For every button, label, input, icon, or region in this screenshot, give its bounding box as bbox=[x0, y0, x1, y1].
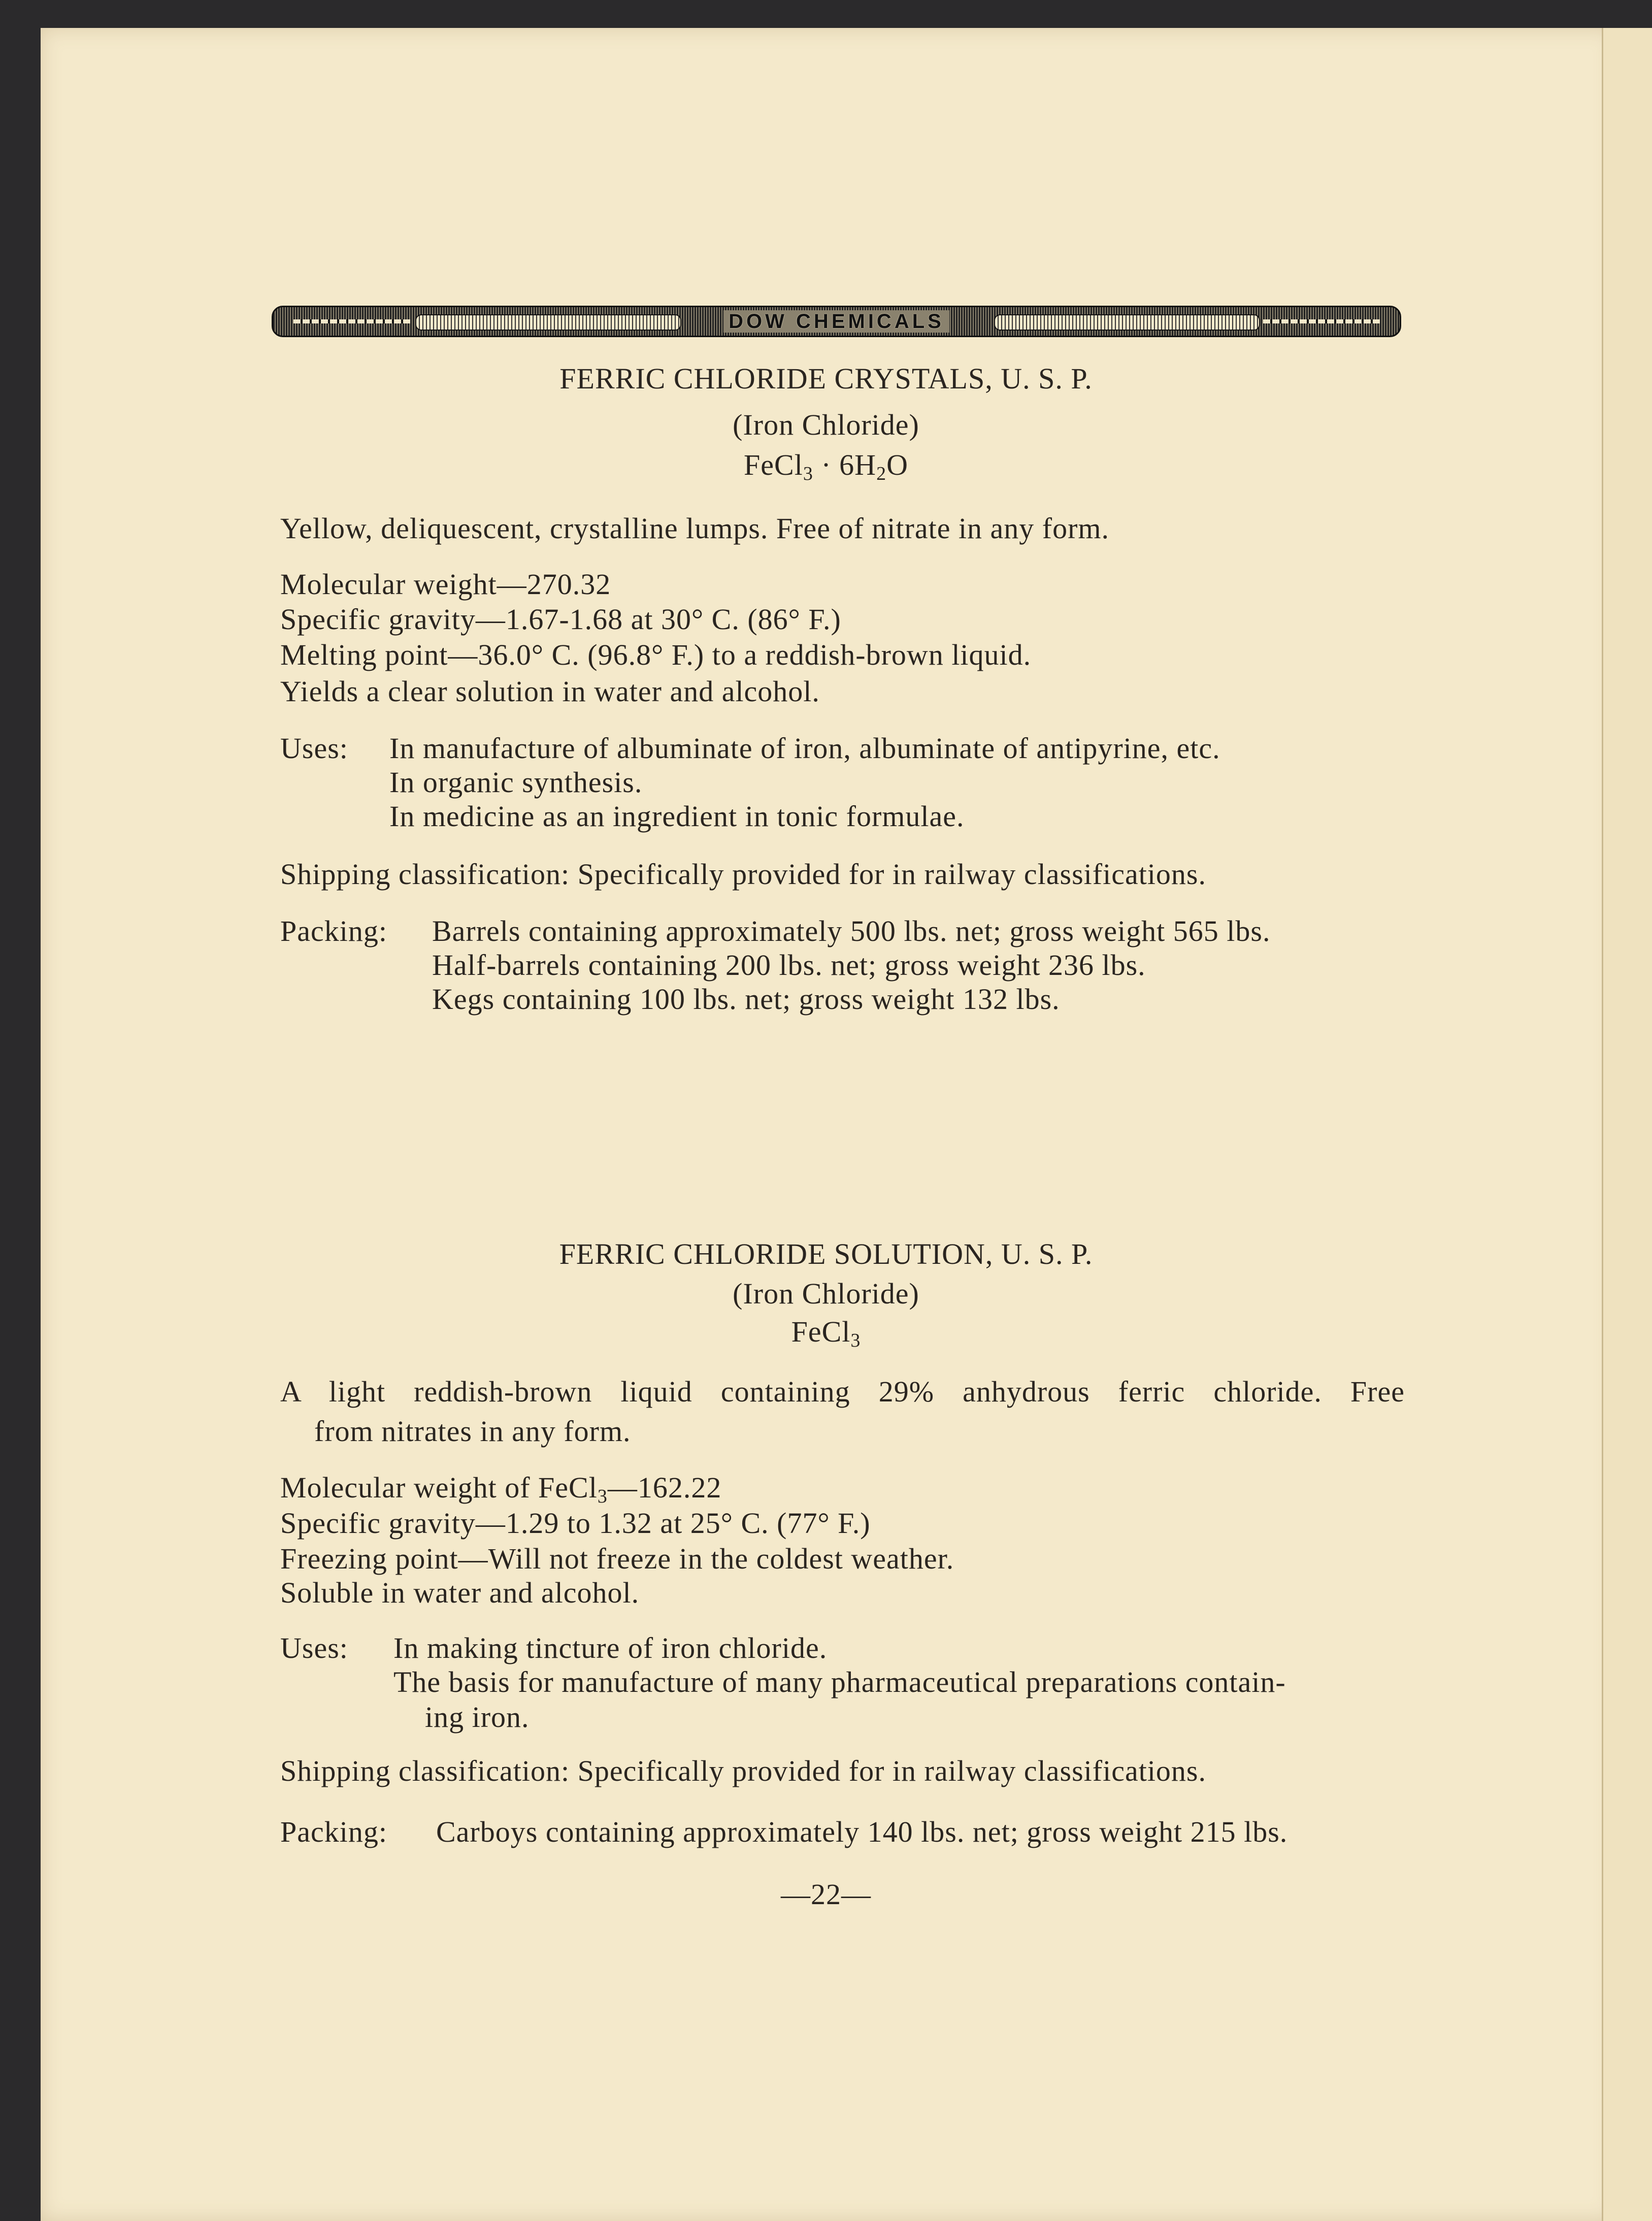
solution-use: ing iron. bbox=[425, 1701, 530, 1734]
solution-packing: Carboys containing approximately 140 lbs. net; gross weight 215 lbs. bbox=[436, 1815, 1288, 1848]
crystals-property: Specific gravity—1.67-1.68 at 30° C. (86° F.) bbox=[280, 603, 841, 636]
crystals-use: In organic synthesis. bbox=[389, 766, 643, 799]
banner-text: DOW CHEMICALS bbox=[723, 310, 949, 333]
solution-use: The basis for manufacture of many pharmaceutical preparations contain- bbox=[393, 1665, 1286, 1699]
crystals-title: FERRIC CHLORIDE CRYSTALS, U. S. P. bbox=[559, 362, 1093, 395]
formula-part: FeCl bbox=[744, 448, 803, 481]
solution-packing-label: Packing: bbox=[280, 1815, 387, 1848]
crystals-description: Yellow, deliquescent, crystalline lumps. Free of nitrate in any form. bbox=[280, 512, 1110, 545]
crystals-formula bbox=[0, 450, 1652, 483]
crystals-property: Melting point—36.0° C. (96.8° F.) to a reddish-brown liquid. bbox=[280, 638, 1032, 671]
formula-sub: 3 bbox=[597, 1486, 608, 1507]
solution-property: Freezing point—Will not freeze in the coldest weather. bbox=[280, 1542, 954, 1575]
crystals-shipping: Shipping classification: Specifically provided for in railway classifications. bbox=[280, 858, 1207, 891]
solution-formula bbox=[0, 1317, 1652, 1350]
mw-text: Molecular weight of FeCl bbox=[280, 1471, 598, 1504]
crystals-property: Molecular weight—270.32 bbox=[280, 568, 611, 601]
crystals-subtitle: (Iron Chloride) bbox=[733, 408, 919, 441]
crystals-packing: Half-barrels containing 200 lbs. net; gross weight 236 lbs. bbox=[432, 949, 1146, 982]
crystals-property: Yields a clear solution in water and alcohol. bbox=[280, 675, 820, 708]
formula-part: O bbox=[886, 448, 908, 481]
solution-shipping: Shipping classification: Specifically provided for in railway classifications. bbox=[280, 1754, 1207, 1787]
crystals-use: In manufacture of albuminate of iron, albuminate of antipyrine, etc. bbox=[389, 732, 1220, 765]
dow-chemicals-banner bbox=[272, 306, 1401, 337]
crystals-uses-label: Uses: bbox=[280, 732, 348, 765]
formula-sub: 3 bbox=[803, 463, 813, 484]
formula-sub: 3 bbox=[850, 1330, 861, 1351]
page-number: —22— bbox=[781, 1878, 871, 1911]
solution-use: In making tincture of iron chloride. bbox=[393, 1631, 828, 1664]
solution-subtitle: (Iron Chloride) bbox=[733, 1277, 919, 1310]
formula-part: · 6H bbox=[813, 448, 877, 481]
crystals-packing: Barrels containing approximately 500 lbs. net; gross weight 565 lbs. bbox=[432, 914, 1271, 948]
solution-description: from nitrates in any form. bbox=[314, 1415, 631, 1448]
solution-property: Specific gravity—1.29 to 1.32 at 25° C. (77° F.) bbox=[280, 1507, 871, 1540]
solution-uses-label: Uses: bbox=[280, 1631, 348, 1664]
formula-sub: 2 bbox=[876, 463, 887, 484]
solution-molecular-weight bbox=[280, 1473, 721, 1506]
solution-property: Soluble in water and alcohol. bbox=[280, 1576, 640, 1609]
solution-title: FERRIC CHLORIDE SOLUTION, U. S. P. bbox=[559, 1237, 1093, 1270]
solution-description: A light reddish-brown liquid containing 29% anhydrous ferric chloride. Free bbox=[280, 1375, 1405, 1408]
crystals-packing: Kegs containing 100 lbs. net; gross weight 132 lbs. bbox=[432, 983, 1060, 1016]
crystals-packing-label: Packing: bbox=[280, 914, 387, 948]
formula-part: FeCl bbox=[791, 1315, 851, 1348]
crystals-use: In medicine as an ingredient in tonic formulae. bbox=[389, 800, 965, 833]
mw-value: —162.22 bbox=[607, 1471, 722, 1504]
